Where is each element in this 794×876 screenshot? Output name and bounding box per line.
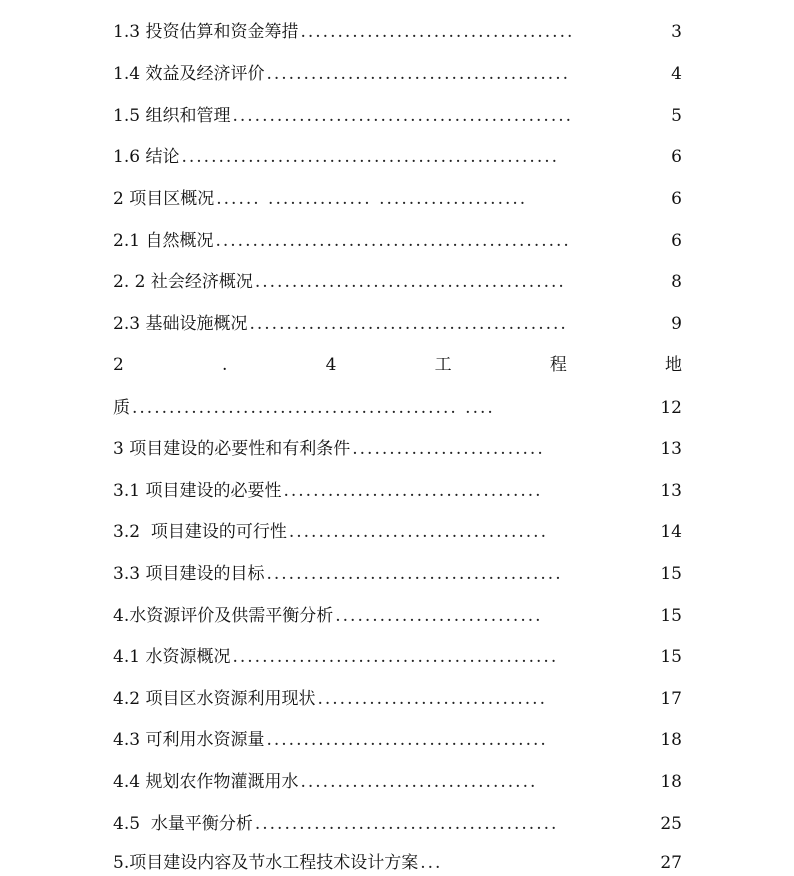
toc-leader-dots: ......................................... [254, 814, 559, 834]
toc-leader-dots: .......................... [352, 439, 545, 459]
toc-entry-title: 质 [113, 398, 130, 418]
toc-entry[interactable] [113, 396, 682, 420]
toc-page-number: 27 [660, 853, 682, 873]
toc-page-number: 13 [660, 481, 682, 501]
toc-page-number: 18 [660, 730, 682, 750]
justified-char: 4 [325, 355, 337, 375]
toc-leader-dots: ................................... [288, 522, 548, 542]
toc-page-number: 15 [660, 606, 682, 626]
toc-entry[interactable] [113, 645, 682, 669]
toc-leader-dots: ................................................... [181, 147, 560, 167]
toc-entry-title: 4.2 项目区水资源利用现状 [113, 689, 316, 709]
toc-entry[interactable] [113, 728, 682, 752]
toc-leader-dots: ............................ [335, 606, 543, 626]
toc-page-number: 9 [671, 314, 682, 334]
toc-page-number: 6 [671, 147, 682, 167]
toc-entry[interactable] [113, 270, 682, 294]
toc-leader-dots: .......................................... [254, 272, 566, 292]
justified-char: 2 [113, 355, 124, 375]
toc-entry-title: 2. 2 社会经济概况 [113, 272, 253, 292]
toc-entry[interactable] [113, 687, 682, 711]
toc-page-number: 15 [660, 564, 682, 584]
toc-entry-title: 1.3 投资估算和资金筹措 [113, 22, 299, 42]
toc-entry[interactable] [113, 437, 682, 461]
toc-entry[interactable] [113, 104, 682, 128]
toc-leader-dots: ................................... [283, 481, 543, 501]
toc-entry[interactable] [113, 520, 682, 544]
toc-page-number: 13 [660, 439, 682, 459]
toc-entry-justified-heading[interactable] [113, 353, 682, 377]
toc-page-number: 18 [660, 772, 682, 792]
toc-entry[interactable] [113, 604, 682, 628]
toc-entry-title: 3 项目建设的必要性和有利条件 [113, 439, 351, 459]
toc-page-number: 15 [660, 647, 682, 667]
toc-entry-title: 3.1 项目建设的必要性 [113, 481, 282, 501]
toc-entry-title: 2.3 基础设施概况 [113, 314, 248, 334]
toc-page-number: 3 [671, 22, 682, 42]
toc-entry-title: 1.4 效益及经济评价 [113, 64, 265, 84]
toc-page-number: 12 [660, 398, 682, 418]
toc-leader-dots: ................................................ [215, 231, 571, 251]
toc-leader-dots: ............................................ .... [132, 398, 495, 418]
toc-entry-title: 4.水资源评价及供需平衡分析 [113, 606, 334, 626]
toc-leader-dots: .............................................. [232, 106, 574, 126]
justified-char: 工 [434, 355, 452, 375]
justified-char: . [222, 355, 228, 375]
toc-entry-title: 4.1 水资源概况 [113, 647, 231, 667]
toc-page-number: 5 [671, 106, 682, 126]
toc-entry-title: 1.5 组织和管理 [113, 106, 231, 126]
toc-leader-dots: ............................... [317, 689, 547, 709]
toc-entry[interactable] [113, 562, 682, 586]
toc-entry-title: 2 项目区概况 [113, 189, 215, 209]
toc-entry-title: 4.5 水量平衡分析 [113, 814, 253, 834]
toc-leader-dots: ..................................... [300, 22, 575, 42]
toc-entry-title: 4.4 规划农作物灌溉用水 [113, 772, 299, 792]
toc-leader-dots: ... [420, 853, 443, 873]
toc-entry-title: 5.项目建设内容及节水工程技术设计方案 [113, 853, 419, 873]
toc-page-number: 14 [660, 522, 682, 542]
toc-entry[interactable] [113, 229, 682, 253]
toc-entry[interactable] [113, 770, 682, 794]
toc-entry[interactable] [113, 20, 682, 44]
toc-entry-title: 2.1 自然概况 [113, 231, 214, 251]
toc-entry-title: 3.3 项目建设的目标 [113, 564, 265, 584]
toc-leader-dots: ......................................... [266, 64, 571, 84]
toc-entry[interactable] [113, 479, 682, 503]
toc-page-number: 6 [671, 189, 682, 209]
toc-entry[interactable] [113, 851, 682, 875]
toc-leader-dots: ........................................... [249, 314, 568, 334]
toc-entry[interactable] [113, 187, 682, 211]
toc-leader-dots: ...... .............. .................... [216, 189, 528, 209]
justified-char: 地 [665, 355, 682, 375]
justified-char: 程 [549, 355, 567, 375]
toc-leader-dots: ...................................... [266, 730, 548, 750]
toc-leader-dots: ................................ [300, 772, 538, 792]
toc-entry-title: 1.6 结论 [113, 147, 180, 167]
toc-page-number: 25 [660, 814, 682, 834]
toc-entry-title: 4.3 可利用水资源量 [113, 730, 265, 750]
toc-entry[interactable] [113, 312, 682, 336]
toc-page-number: 4 [671, 64, 682, 84]
toc-leader-dots: ............................................ [232, 647, 559, 667]
toc-entry-title: 3.2 项目建设的可行性 [113, 522, 287, 542]
toc-page-number: 8 [671, 272, 682, 292]
toc-page-number: 6 [671, 231, 682, 251]
toc-entry[interactable] [113, 812, 682, 836]
toc-entry[interactable] [113, 62, 682, 86]
toc-page-number: 17 [660, 689, 682, 709]
toc-entry[interactable] [113, 145, 682, 169]
toc-leader-dots: ........................................ [266, 564, 563, 584]
